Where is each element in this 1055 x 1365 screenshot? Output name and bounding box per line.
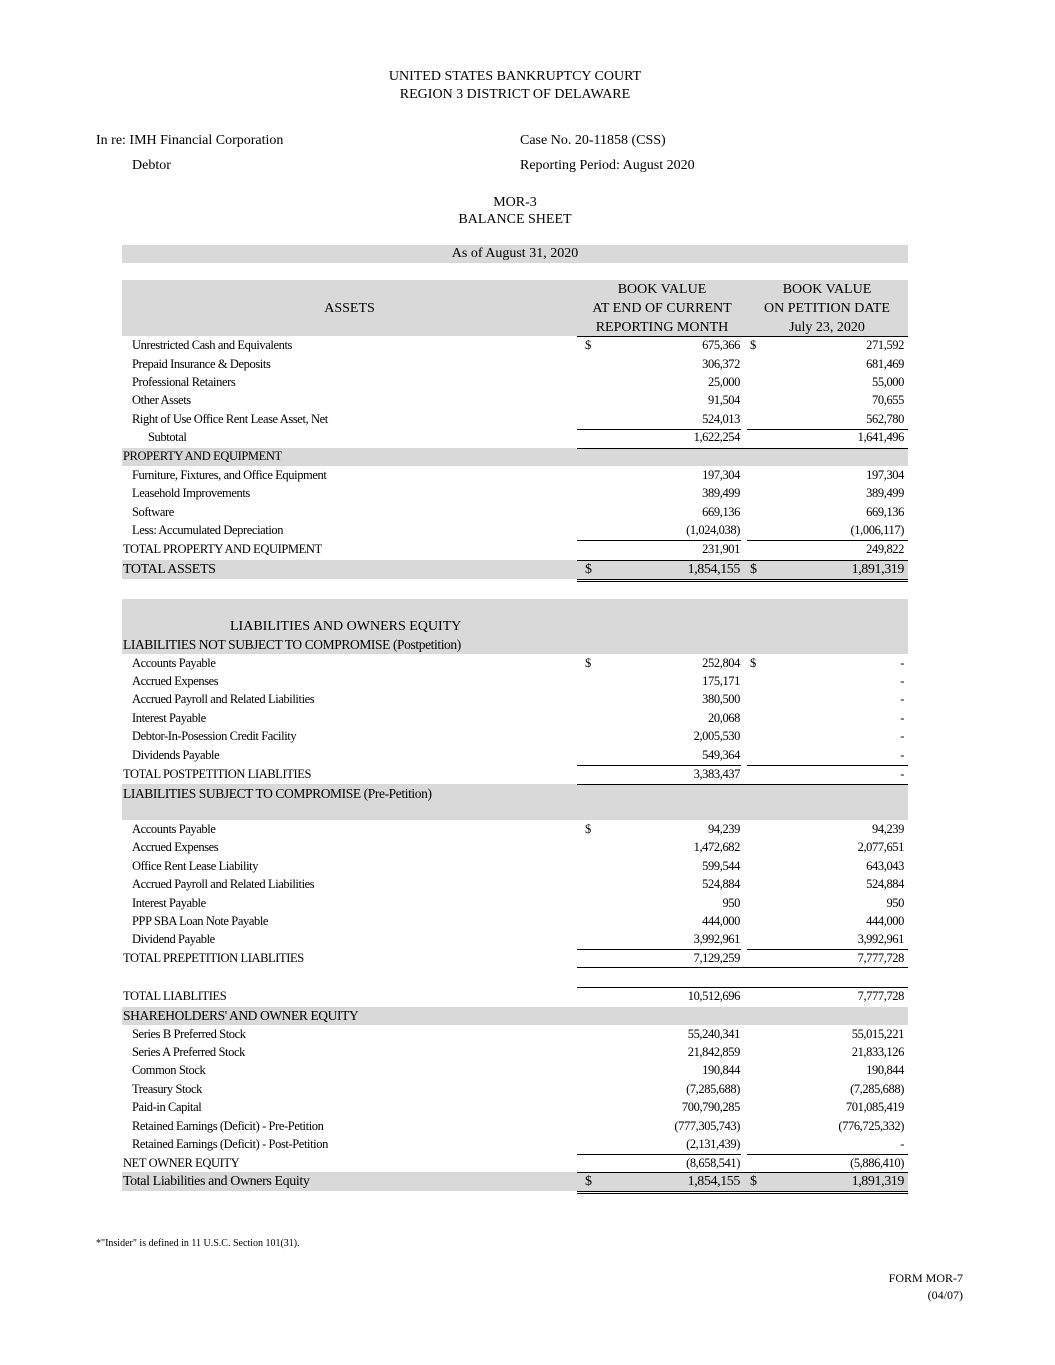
as-of-band bbox=[122, 245, 908, 263]
current-value: 190,844 bbox=[702, 1063, 740, 1077]
row-label: NET OWNER EQUITY bbox=[123, 1156, 240, 1170]
row-label: Dividend Payable bbox=[132, 932, 215, 946]
current-value: 3,992,961 bbox=[693, 932, 740, 946]
row-label: Professional Retainers bbox=[132, 375, 236, 389]
row-label: LIABILITIES NOT SUBJECT TO COMPROMISE (Postpetition) bbox=[123, 637, 461, 652]
row-label: LIABILITIES AND OWNERS EQUITY bbox=[230, 619, 462, 634]
petition-value: 669,136 bbox=[866, 505, 904, 519]
table-row bbox=[122, 673, 908, 691]
double-rule bbox=[577, 1193, 908, 1194]
row-label: Interest Payable bbox=[132, 896, 206, 910]
table-row bbox=[122, 1118, 908, 1136]
row-label: Retained Earnings (Deficit) - Post-Petition bbox=[132, 1137, 328, 1151]
table-row bbox=[122, 950, 908, 968]
current-value: 950 bbox=[722, 896, 740, 910]
current-value: 3,383,437 bbox=[693, 767, 740, 781]
petition-value: 7,777,728 bbox=[857, 951, 904, 965]
current-value: 524,884 bbox=[702, 877, 740, 891]
current-value: 197,304 bbox=[702, 468, 740, 482]
total-liabilities-equity-row bbox=[122, 1173, 908, 1191]
current-value: 1,854,155 bbox=[687, 562, 740, 577]
row-label: SHAREHOLDERS' AND OWNER EQUITY bbox=[123, 1008, 359, 1023]
row-label: Furniture, Fixtures, and Office Equipment bbox=[132, 468, 327, 482]
current-value: 91,504 bbox=[708, 393, 740, 407]
col2-line1: BOOK VALUE bbox=[782, 282, 872, 297]
row-label: Accounts Payable bbox=[132, 656, 216, 670]
current-value: 175,171 bbox=[702, 674, 740, 688]
row-label: Paid-in Capital bbox=[132, 1100, 202, 1114]
current-value: 306,372 bbox=[702, 357, 740, 371]
petition-value: 643,043 bbox=[866, 859, 904, 873]
row-label: Debtor-In-Posession Credit Facility bbox=[132, 729, 297, 743]
petition-value: 271,592 bbox=[866, 338, 904, 352]
row-label: Dividends Payable bbox=[132, 748, 220, 762]
current-value: 1,622,254 bbox=[693, 430, 740, 444]
current-value: 444,000 bbox=[702, 914, 740, 928]
current-value: 669,136 bbox=[702, 505, 740, 519]
table-row bbox=[122, 931, 908, 949]
petition-value: 7,777,728 bbox=[857, 989, 904, 1003]
petition-value: 1,641,496 bbox=[857, 430, 904, 444]
row-label: Less: Accumulated Depreciation bbox=[132, 523, 284, 537]
table-row bbox=[122, 485, 908, 503]
reporting-period: Reporting Period: August 2020 bbox=[520, 158, 695, 173]
row-label: Accrued Expenses bbox=[132, 840, 219, 854]
row-label: TOTAL POSTPETITION LIABLITIES bbox=[123, 767, 312, 781]
assets-header: ASSETS bbox=[324, 301, 375, 316]
table-row bbox=[122, 988, 908, 1006]
form-number: FORM MOR-7 bbox=[888, 1271, 963, 1285]
section-heading bbox=[122, 785, 908, 803]
petition-value: (5,886,410) bbox=[850, 1156, 904, 1170]
current-value: 25,000 bbox=[708, 375, 740, 389]
current-value: 1,854,155 bbox=[687, 1174, 740, 1189]
table-row bbox=[122, 1099, 908, 1117]
court-name: UNITED STATES BANKRUPTCY COURT bbox=[388, 69, 642, 84]
row-label: Total Liabilities and Owners Equity bbox=[123, 1174, 310, 1189]
current-value: (2,131,439) bbox=[686, 1137, 740, 1151]
current-value: 20,068 bbox=[708, 711, 740, 725]
row-label: PROPERTY AND EQUIPMENT bbox=[123, 449, 282, 463]
current-value: 55,240,341 bbox=[687, 1027, 740, 1041]
petition-value: 55,000 bbox=[872, 375, 904, 389]
petition-value: (1,006,117) bbox=[850, 523, 904, 537]
current-value: 94,239 bbox=[708, 822, 740, 836]
petition-value: 444,000 bbox=[866, 914, 904, 928]
table-row bbox=[122, 839, 908, 857]
table-row bbox=[122, 895, 908, 913]
table-row bbox=[122, 766, 908, 784]
petition-value: 249,822 bbox=[866, 542, 904, 556]
row-label: Series A Preferred Stock bbox=[132, 1045, 245, 1059]
table-row bbox=[122, 429, 908, 447]
table-row bbox=[122, 710, 908, 728]
as-of-date: As of August 31, 2020 bbox=[451, 246, 579, 261]
section-heading bbox=[122, 636, 908, 654]
table-row bbox=[122, 747, 908, 765]
current-value: 524,013 bbox=[702, 412, 740, 426]
table-row bbox=[122, 728, 908, 746]
row-label: Common Stock bbox=[132, 1063, 206, 1077]
row-label: Accrued Payroll and Related Liabilities bbox=[132, 692, 315, 706]
current-value: (777,305,743) bbox=[674, 1119, 740, 1133]
current-value: 2,005,530 bbox=[693, 729, 740, 743]
table-row bbox=[122, 1026, 908, 1044]
dollar-sign: $ bbox=[585, 822, 591, 836]
petition-value: - bbox=[900, 692, 904, 706]
dollar-sign: $ bbox=[585, 1174, 592, 1189]
petition-value: 1,891,319 bbox=[851, 1174, 904, 1189]
petition-value: 94,239 bbox=[872, 822, 904, 836]
current-value: 599,544 bbox=[702, 859, 740, 873]
double-rule bbox=[577, 1191, 908, 1192]
row-label: Subtotal bbox=[148, 430, 187, 444]
row-label: Retained Earnings (Deficit) - Pre-Petition bbox=[132, 1119, 324, 1133]
table-row bbox=[122, 411, 908, 429]
dollar-sign: $ bbox=[750, 1174, 757, 1189]
row-label: Accrued Expenses bbox=[132, 674, 219, 688]
col1-header bbox=[577, 280, 747, 337]
table-row bbox=[122, 655, 908, 673]
table-row bbox=[122, 1044, 908, 1062]
current-value: 1,472,682 bbox=[693, 840, 740, 854]
petition-value: 190,844 bbox=[866, 1063, 904, 1077]
current-value: 549,364 bbox=[702, 748, 740, 762]
col2-line2: ON PETITION DATE bbox=[764, 301, 890, 316]
petition-value: 950 bbox=[886, 896, 904, 910]
row-label: PPP SBA Loan Note Payable bbox=[132, 914, 269, 928]
row-label: Accounts Payable bbox=[132, 822, 216, 836]
table-row bbox=[122, 392, 908, 410]
table-row bbox=[122, 374, 908, 392]
row-label: Other Assets bbox=[132, 393, 191, 407]
petition-value: 681,469 bbox=[866, 357, 904, 371]
petition-value: 21,833,126 bbox=[851, 1045, 904, 1059]
row-label: Treasury Stock bbox=[132, 1082, 202, 1096]
petition-value: 55,015,221 bbox=[851, 1027, 904, 1041]
current-value: (7,285,688) bbox=[686, 1082, 740, 1096]
dollar-sign: $ bbox=[750, 656, 756, 670]
form-revision: (04/07) bbox=[927, 1288, 963, 1302]
current-value: 7,129,259 bbox=[693, 951, 740, 965]
petition-value: - bbox=[900, 748, 904, 762]
double-rule bbox=[577, 581, 908, 582]
current-value: 700,790,285 bbox=[681, 1100, 740, 1114]
petition-value: 389,499 bbox=[866, 486, 904, 500]
current-value: 10,512,696 bbox=[687, 989, 740, 1003]
row-label: TOTAL PREPETITION LIABLITIES bbox=[123, 951, 304, 965]
dollar-sign: $ bbox=[585, 338, 591, 352]
dollar-sign: $ bbox=[585, 656, 591, 670]
petition-value: - bbox=[900, 711, 904, 725]
table-row bbox=[122, 691, 908, 709]
table-row bbox=[122, 337, 908, 355]
section-heading bbox=[122, 618, 908, 636]
table-row bbox=[122, 858, 908, 876]
current-value: 675,366 bbox=[702, 338, 740, 352]
petition-value: - bbox=[900, 656, 904, 670]
row-label: Right of Use Office Rent Lease Asset, Net bbox=[132, 412, 328, 426]
dollar-sign: $ bbox=[750, 338, 756, 352]
in-re: In re: IMH Financial Corporation bbox=[96, 133, 284, 148]
row-label: Leasehold Improvements bbox=[132, 486, 250, 500]
case-number: Case No. 20-11858 (CSS) bbox=[520, 133, 666, 148]
col1-line2: AT END OF CURRENT bbox=[592, 301, 732, 316]
row-label: Accrued Payroll and Related Liabilities bbox=[132, 877, 315, 891]
table-row bbox=[122, 821, 908, 839]
current-value: (8,658,541) bbox=[686, 1156, 740, 1170]
section-heading bbox=[122, 448, 908, 466]
petition-value: 562,780 bbox=[866, 412, 904, 426]
col1-line1: BOOK VALUE bbox=[617, 282, 707, 297]
petition-value: - bbox=[900, 674, 904, 688]
table-row bbox=[122, 541, 908, 559]
table-row bbox=[122, 467, 908, 485]
current-value: (1,024,038) bbox=[686, 523, 740, 537]
petition-value: - bbox=[900, 767, 904, 781]
current-value: 231,901 bbox=[702, 542, 740, 556]
current-value: 252,804 bbox=[702, 656, 740, 670]
petition-value: (7,285,688) bbox=[850, 1082, 904, 1096]
current-value: 380,500 bbox=[702, 692, 740, 706]
row-label: Unrestricted Cash and Equivalents bbox=[132, 338, 293, 352]
row-label: Office Rent Lease Liability bbox=[132, 859, 259, 873]
table-row bbox=[122, 356, 908, 374]
petition-value: 70,655 bbox=[872, 393, 904, 407]
row-label: TOTAL ASSETS bbox=[123, 562, 216, 577]
current-value: 389,499 bbox=[702, 486, 740, 500]
col2-header bbox=[747, 280, 907, 337]
petition-value: - bbox=[900, 1137, 904, 1151]
row-label: TOTAL PROPERTY AND EQUIPMENT bbox=[123, 542, 322, 556]
table-row bbox=[122, 1081, 908, 1099]
section-heading bbox=[122, 1007, 908, 1025]
footnote: *"Insider" is defined in 11 U.S.C. Section 101(31). bbox=[96, 1238, 300, 1249]
dollar-sign: $ bbox=[585, 562, 592, 577]
petition-value: 1,891,319 bbox=[851, 562, 904, 577]
row-label: Prepaid Insurance & Deposits bbox=[132, 357, 271, 371]
table-row bbox=[122, 876, 908, 894]
row-label: Software bbox=[132, 505, 174, 519]
table-row bbox=[122, 504, 908, 522]
total-assets-row bbox=[122, 561, 908, 579]
row-label: Interest Payable bbox=[132, 711, 206, 725]
table-row bbox=[122, 522, 908, 540]
table-row bbox=[122, 913, 908, 931]
debtor-label: Debtor bbox=[132, 158, 171, 173]
column-header-band bbox=[122, 280, 908, 336]
table-row bbox=[122, 1136, 908, 1154]
row-label: Series B Preferred Stock bbox=[132, 1027, 246, 1041]
current-value: 21,842,859 bbox=[687, 1045, 740, 1059]
table-row bbox=[122, 1155, 908, 1173]
table-row bbox=[122, 1062, 908, 1080]
petition-value: 3,992,961 bbox=[857, 932, 904, 946]
dollar-sign: $ bbox=[750, 562, 757, 577]
row-label: TOTAL LIABLITIES bbox=[123, 989, 227, 1003]
double-rule bbox=[577, 579, 908, 580]
sheet-title: BALANCE SHEET bbox=[458, 212, 572, 227]
rule bbox=[577, 967, 908, 968]
petition-value: - bbox=[900, 729, 904, 743]
petition-value: 701,085,419 bbox=[845, 1100, 904, 1114]
form-id: MOR-3 bbox=[493, 195, 537, 210]
col1-line3: REPORTING MONTH bbox=[595, 320, 729, 335]
petition-value: 2,077,651 bbox=[857, 840, 904, 854]
row-label: LIABILITIES SUBJECT TO COMPROMISE (Pre-Petition) bbox=[123, 786, 432, 801]
petition-value: 197,304 bbox=[866, 468, 904, 482]
petition-value: 524,884 bbox=[866, 877, 904, 891]
petition-value: (776,725,332) bbox=[838, 1119, 904, 1133]
col2-line3: July 23, 2020 bbox=[789, 320, 865, 335]
district-name: REGION 3 DISTRICT OF DELAWARE bbox=[399, 87, 631, 102]
